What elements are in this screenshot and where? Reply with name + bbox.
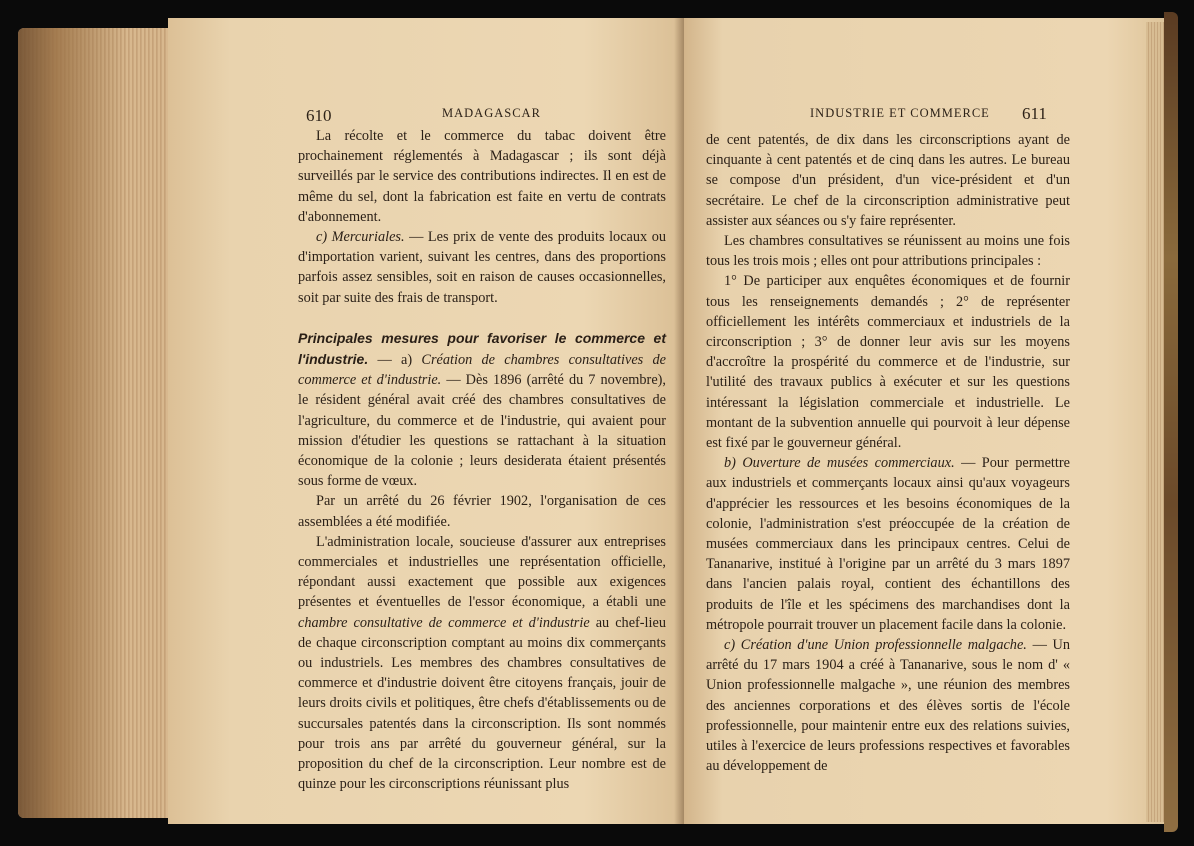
paragraph: 1° De participer aux enquêtes économiques et de fournir tous les renseignements demandés ; 2° de représenter officiellement les intérêts commerciaux et industriels de la circonscription ; 3° de donner leur avis sur les moyens d'accroître la prospérité du commerce et de l'industrie, sur l'utilité des travaux publics à exécuter et sur les questions intéressant la législation commerciale et industrielle. Le montant de la subvention annuelle qui pourvoit à leur dépense est fixé par le gouverneur général.: [706, 273, 1070, 452]
right-page: [684, 18, 1164, 824]
paragraph: Par un arrêté du 26 février 1902, l'organisation de ces assemblées a été modifiée.: [298, 493, 666, 530]
paragraph-text: — Les prix de vente des produits locaux ou d'importation varient, suivant les centres, dans des proportions parfois assez sensibles, soit en raison de causes occasionnelles, soit par suite des frais de transport.: [298, 229, 667, 306]
paragraph-text: L'administration locale, soucieuse d'assurer aux entreprises commerciales et industrielles une représentation officielle, répondant aussi exactement que possible aux exigences présentes et éventuelles de l'essor économique, a établi une: [298, 533, 666, 611]
paragraph-text: au chef-lieu de chaque circonscription comptant au moins dix commerçants ou industriels. Les membres des chambres consultatives de commerce et d'industrie doivent être citoyens français, jouir de leurs droits civils et politiques, être chefs d'établissements ou de succursales patentés dans la circonscription. Ils sont nommés pour trois ans par arrêté du gouverneur général, sur la proposition du chef de la circonscription. Leur nombre est de quinze pour les circonscriptions réunissant plus: [298, 614, 666, 793]
paragraph: de cent patentés, de dix dans les circonscriptions ayant de cinquante à cent patentés et de cinq dans les autres. Le bureau se compose d'un président, d'un vice-président et d'un secrétaire. Le chef de la circonscription administrative peut assister aux séances ou s'y faire représenter.: [706, 132, 1070, 229]
paragraph: [706, 453, 1070, 635]
subheading: c) Mercuriales.: [316, 229, 405, 246]
dash: — a): [368, 352, 422, 369]
section-paragraph: [298, 328, 666, 492]
paragraph-text: — Pour permettre aux industriels et commerçants locaux ainsi qu'aux voyageurs d'apprécier les ressources et les besoins économiques de la colonie, l'administration s'est préoccupée de la création de musées commerciaux dans les principaux centres. Celui de Tananarive, institué à l'origine par un arrêté du 3 mars 1897 dans l'ancien palais royal, contient des échantillons des produits de l'île et les spécimens des marchandises dont la métropole pourrait trouver un placement facile dans la colonie.: [706, 455, 1070, 633]
right-page-number: 611: [1022, 104, 1047, 123]
book-cover-edge: [1164, 12, 1178, 832]
section-heading: Principales mesures pour favoriser le commerce et l'industrie.: [298, 329, 666, 368]
left-page-body: [298, 126, 666, 795]
left-page-edges-shadow: [18, 28, 128, 818]
paragraph: [706, 635, 1070, 776]
paragraph: [298, 532, 666, 795]
subheading: b) Ouverture de musées commerciaux.: [724, 455, 955, 472]
paragraph-text: — Dès 1896 (arrêté du 7 novembre), le résident général avait créé des chambres consultatives de l'agriculture, du commerce et de l'industrie, qui avaient pour mission d'étudier les questions se rattachant à la situation économique de la colonie ; leurs desiderata étaient présentés sous forme de vœux.: [298, 372, 667, 490]
left-running-head: MADAGASCAR: [442, 106, 541, 120]
right-running-head: INDUSTRIE ET COMMERCE: [810, 106, 990, 120]
right-page-body: [706, 130, 1070, 777]
paragraph: La récolte et le commerce du tabac doivent être prochainement réglementés à Madagascar ; ils sont déjà surveillés par le service des contributions indirectes. Il en est de même du sel, dont la fabrication est faite en vertu de contrats d'abonnement.: [298, 128, 666, 225]
left-page-number: 610: [306, 106, 332, 125]
open-book: [18, 8, 1178, 838]
subheading: Création de chambres consultatives de commerce et d'industrie.: [298, 352, 666, 389]
paragraph: Les chambres consultatives se réunissent au moins une fois tous les trois mois ; elles ont pour attributions principales :: [706, 233, 1070, 270]
left-page: [168, 18, 688, 824]
paragraph-text: — Un arrêté du 17 mars 1904 a créé à Tananarive, sous le nom d' « Union professionnelle malgache », une réunion des membres des anciennes corporations et des élèves sortis de l'école professionnelle, pour maintenir entre eux des relations suivies, utiles à l'exercice de leurs professions respectives et favorables au développement de: [706, 637, 1071, 775]
subheading: c) Création d'une Union professionnelle malgache.: [724, 637, 1027, 654]
paragraph: [298, 227, 666, 308]
emphasis: chambre consultative de commerce et d'industrie: [298, 614, 590, 631]
